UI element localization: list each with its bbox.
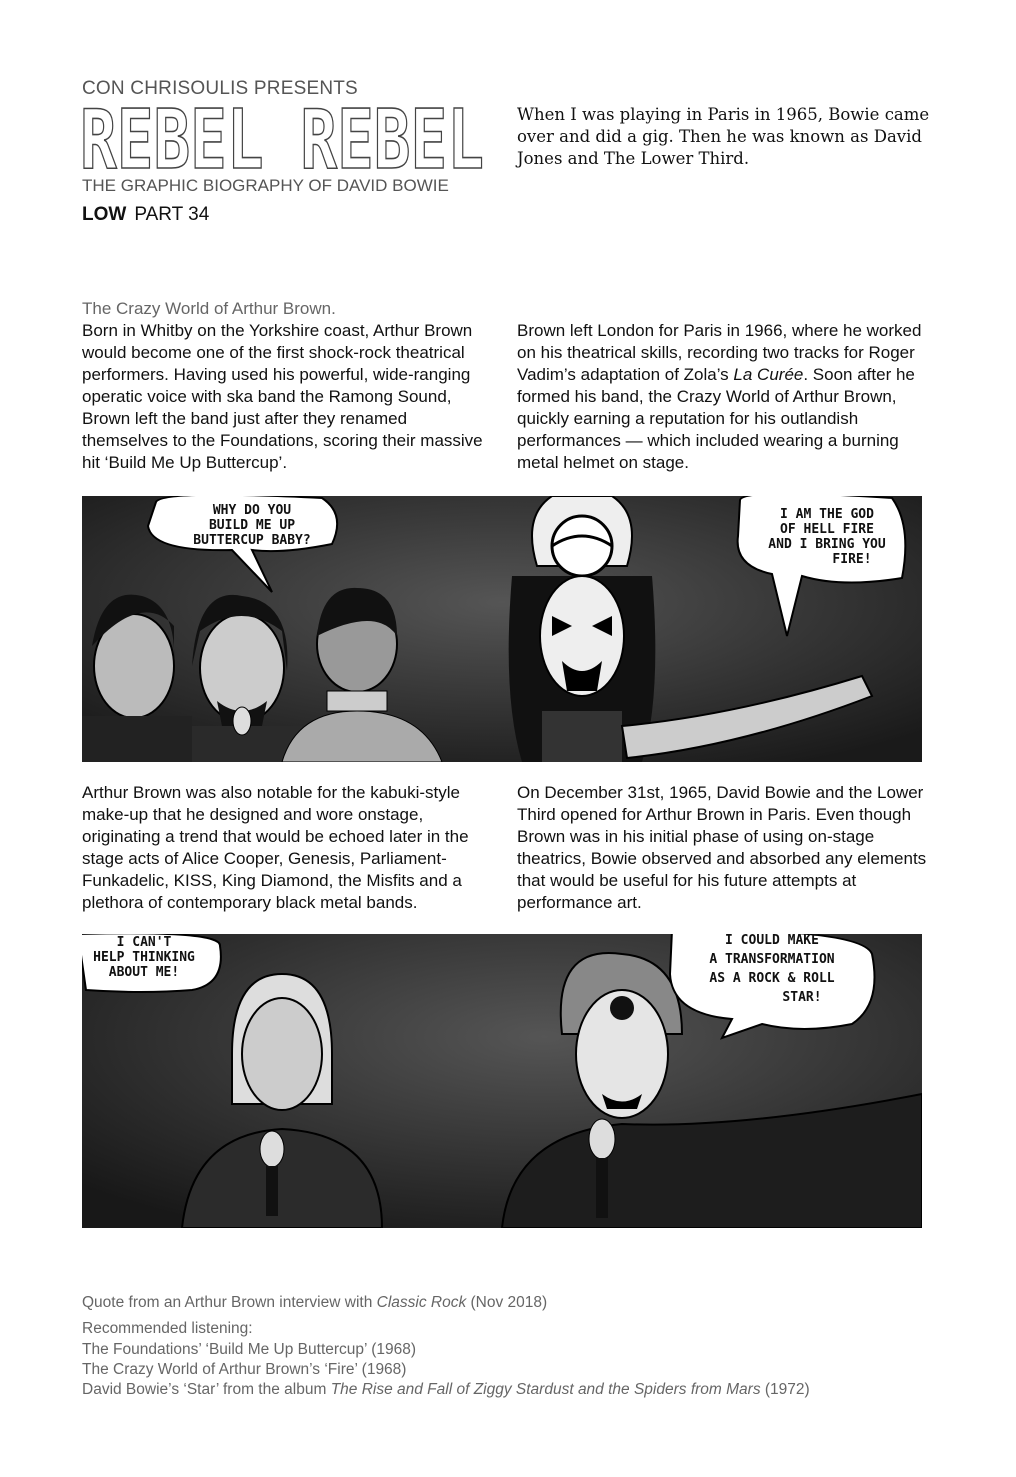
subtitle: THE GRAPHIC BIOGRAPHY OF DAVID BOWIE	[82, 176, 449, 195]
col2-part-a: Brown left London for Paris in 1966, where he worked on his theatrical skills, recording two tracks for Roger Vadim’s adaptation of Zola’s	[517, 321, 922, 384]
bubble-right2-line-3: AS A ROCK & ROLL	[709, 971, 835, 986]
bubble-left-line-2: BUILD ME UP	[208, 518, 296, 533]
quote-source-italic: Classic Rock	[376, 1294, 467, 1311]
section-title: The Crazy World of Arthur Brown.	[82, 299, 336, 318]
col2-italic: La Curée	[733, 365, 804, 384]
comic-panel-1	[82, 496, 922, 762]
bubble-right2-line-2: A TRANSFORMATION	[709, 952, 835, 967]
bubble-right-line-3: AND I BRING YOU	[768, 537, 886, 552]
recommended-label: Recommended listening:	[82, 1320, 253, 1337]
item3-italic: The Rise and Fall of Ziggy Stardust and the Spiders from Mars	[330, 1381, 761, 1398]
speech-bubble-left-2	[82, 934, 221, 992]
quote-source-b: (Nov 2018)	[466, 1294, 548, 1311]
item3-a: David Bowie’s ‘Star’ from the album	[82, 1381, 331, 1398]
panel-2-art	[82, 934, 922, 1228]
bubble-left-line-3: BUTTERCUP BABY?	[193, 533, 311, 548]
bubble-right2-line-1: I COULD MAKE	[725, 934, 819, 948]
bubble-left2-line-2: HELP THINKING	[93, 950, 195, 965]
part-rest: PART 34	[134, 204, 210, 225]
quote-source-a: Quote from an Arthur Brown interview with	[82, 1294, 377, 1311]
recommended-item-3	[82, 1381, 810, 1399]
quote-source	[82, 1294, 547, 1312]
text-column-2	[517, 320, 932, 474]
recommended-item-1: The Foundations’ ‘Build Me Up Buttercup’ (1968)	[82, 1341, 416, 1358]
bubble-left2-line-3: ABOUT ME!	[108, 965, 180, 980]
bubble-left2-line-1: I CAN'T	[116, 935, 172, 950]
bubble-right2-line-4: STAR!	[782, 990, 822, 1005]
rebel-rebel-logo	[80, 100, 486, 178]
part-bold: LOW	[82, 204, 127, 225]
comic-panel-2	[82, 934, 922, 1228]
text-column-4: On December 31st, 1965, David Bowie and the Lower Third opened for Arthur Brown in Paris. Even though Brown was in his initial phase of using on-stage theatrics, Bowie observed and absorbed any elements that would be useful for his future attempts at performance art.	[517, 783, 927, 912]
recommended-item-2: The Crazy World of Arthur Brown’s ‘Fire’ (1968)	[82, 1361, 407, 1378]
presents-line: CON CHRISOULIS PRESENTS	[82, 78, 358, 99]
col2-part-b: . Soon after he formed his band, the Crazy World of Arthur Brown, quickly earning a reputation for his outlandish performances — which included wearing a burning metal helmet on stage.	[517, 365, 915, 472]
bubble-right-line-1: I AM THE GOD	[780, 507, 874, 522]
text-column-3: Arthur Brown was also notable for the kabuki-style make-up that he designed and wore onstage, originating a trend that would be echoed later in the stage acts of Alice Cooper, Genesis, Parliament-Funkadelic, KISS, King Diamond, the Misfits and a plethora of contemporary black metal bands.	[82, 783, 469, 912]
part-label	[82, 204, 209, 226]
bubble-left-line-1: WHY DO YOU	[212, 503, 292, 518]
intro-quote: When I was playing in Paris in 1965, Bowie came over and did a gig. Then he was known as David Jones and The Lower Third.	[517, 105, 930, 168]
logo-text: REBEL REBEL	[80, 100, 484, 178]
bubble-right-line-2: OF HELL FIRE	[780, 522, 874, 537]
panel-1-art	[82, 496, 922, 762]
bubble-right-line-4: FIRE!	[832, 552, 872, 567]
text-column-1: Born in Whitby on the Yorkshire coast, Arthur Brown would become one of the first shock-rock theatrical performers. Having used his powerful, wide-ranging operatic voice with ska band the Ramong Sound, Brown left the band just after they renamed themselves to the Foundations, scoring their massive hit ‘Build Me Up Buttercup’.	[82, 321, 483, 472]
item3-b: (1972)	[760, 1381, 810, 1398]
